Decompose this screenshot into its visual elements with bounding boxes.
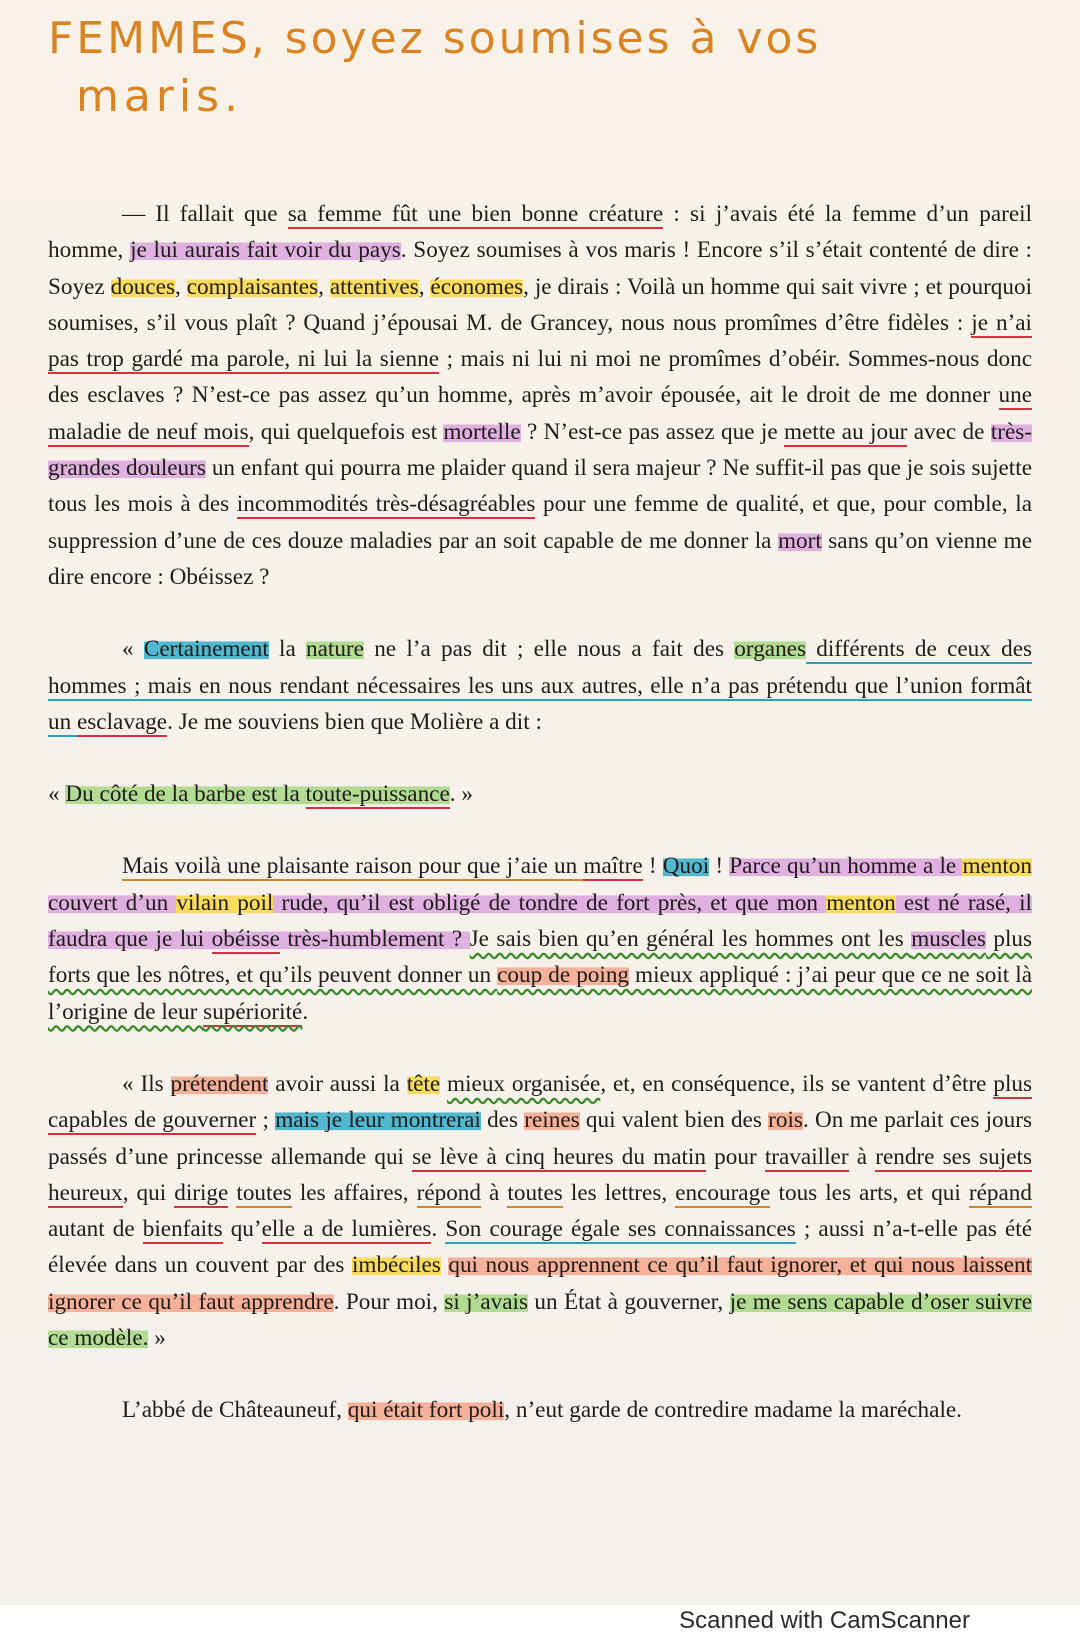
highlighted-phrase: vilain poil [176, 889, 274, 916]
underlined-word: répond [416, 1179, 481, 1206]
underlined-phrase: incommodités très-désagréables [236, 491, 536, 518]
text-run: les lettres, [562, 1179, 676, 1206]
underlined-phrase: se lève à cinq heures du matin [412, 1143, 706, 1170]
highlighted-word: obéisse [211, 926, 280, 953]
paragraph-1 [48, 196, 1032, 595]
text-run: , qui [122, 1179, 175, 1206]
highlighted-word: économes [430, 273, 524, 300]
highlighted-phrase: rude, qu’il est obligé de tondre de fort près, et que mon [273, 889, 827, 916]
text-run: , [175, 273, 187, 300]
underlined-word: toutes [507, 1179, 563, 1206]
highlighted-word: complaisantes [186, 273, 319, 300]
text-run: » [148, 1325, 166, 1352]
text-run: autant de [48, 1216, 143, 1243]
text-run: à [848, 1143, 876, 1170]
highlighted-word: mort [777, 527, 822, 554]
text-run: « [122, 636, 144, 663]
underlined-word: dirige [174, 1179, 229, 1206]
text-run: ! [642, 853, 663, 880]
text-run: « Ils [122, 1070, 171, 1097]
highlighted-word: muscles [911, 926, 986, 953]
text-run: — Il fallait que [122, 201, 288, 227]
text-run: qu’ [222, 1216, 262, 1243]
title-line-1: FEMMES, soyez soumises à vos [48, 13, 822, 64]
handwritten-title [48, 10, 1032, 126]
highlighted-phrase: Du côté de la barbe est la [65, 781, 306, 808]
text-run: pour [705, 1143, 765, 1170]
text-run: un enfant qui pourra me plaider quand il sera majeur ? Ne suffit-il pas que je sois sujette tous les mois à des [48, 455, 1032, 518]
highlighted-phrase: qui nous apprennent ce qu’il faut ignorer, et qui nous laissent ignorer ce qu’il faut apprendre [48, 1252, 1033, 1315]
text-run: sans qu’on vienne me dire encore : Obéissez ? [48, 527, 1033, 590]
highlighted-phrase: mais je leur montrerai [275, 1107, 481, 1134]
underlined-word: esclavage [76, 708, 168, 735]
text-run: . Je me souviens bien que Molière a dit : [167, 708, 542, 735]
text-run: un État à gouverner, [527, 1288, 730, 1315]
highlighted-phrase: qui était fort poli [347, 1397, 505, 1424]
text-run: . [302, 998, 309, 1025]
underlined-word: supériorité [203, 998, 303, 1025]
highlighted-phrase: couvert d’un [48, 889, 177, 916]
text-run: . [431, 1216, 446, 1243]
highlighted-phrase: je me sens capable d’oser suivre ce modèle. [48, 1288, 1032, 1352]
camscanner-watermark: Scanned with CamScanner [679, 1607, 970, 1634]
text-run: ! [709, 853, 730, 880]
wavy-underlined-phrase: mieux appliqué : j’ai peur que ce ne soit là l’origine de leur [48, 962, 1032, 1025]
paragraph-2 [48, 631, 1032, 740]
body-text [48, 196, 1032, 1429]
text-run: , qui quelquefois est [248, 418, 444, 445]
paragraph-4 [48, 848, 1032, 1029]
highlighted-word: douces [110, 273, 175, 300]
highlighted-word: prétendent [170, 1070, 269, 1097]
underlined-phrase: elle a de lumières [261, 1216, 432, 1243]
highlighted-word: mortelle [443, 418, 521, 445]
title-line-2: maris. [76, 71, 244, 122]
text-run: qui valent bien des [579, 1107, 769, 1134]
underlined-phrase: je n’ai pas trop gardé ma parole, ni lui la sienne [48, 309, 1032, 373]
highlighted-phrase: est né rasé, il faudra que je lui [48, 889, 1033, 953]
highlighted-word: menton [826, 889, 896, 916]
highlighted-word: Certainement [143, 636, 269, 663]
text-run: . Soyez soumises à vos maris ! Encore s’il s’était contenté de dire : Soyez [48, 237, 1032, 300]
text-run [440, 1071, 447, 1097]
highlighted-word: reines [524, 1107, 580, 1134]
underlined-word: répand [968, 1179, 1032, 1206]
underlined-phrase: Son courage égale ses connaissances [445, 1216, 796, 1243]
text-run: ? N’est-ce pas assez que je [520, 418, 784, 445]
text-run: . On me parlait ces jours passés d’une princesse allemande qui [48, 1107, 1032, 1170]
highlighted-word: organes [734, 636, 806, 663]
text-run: ; mais ni lui ni moi ne promîmes d’obéir. Sommes-nous donc des esclaves ? N’est-ce pas assez qu’un homme, après m’avoir épousée, ait le droit de me donner [48, 346, 1032, 409]
paragraph-6 [48, 1392, 1032, 1428]
underlined-phrase: rendre ses sujets heureux [48, 1143, 1032, 1206]
paragraph-5 [48, 1066, 1032, 1356]
underlined-word: bienfaits [142, 1216, 223, 1243]
underlined-phrase: plus capables de gouverner [48, 1070, 1033, 1134]
underlined-phrase: Mais voilà une plaisante raison pour que j’aie un [122, 853, 584, 880]
scanner-footer [0, 1605, 1080, 1640]
text-run: , [318, 273, 330, 300]
text-run: la [268, 636, 307, 663]
highlighted-phrase: je lui aurais fait voir du pays [130, 237, 401, 264]
underlined-word: toutes [236, 1179, 292, 1206]
text-run: L’abbé de Châteauneuf, [122, 1397, 348, 1424]
highlighted-phrase: si j’avais [444, 1288, 528, 1315]
wavy-underlined-phrase: mieux organisée [447, 1070, 601, 1097]
text-run: les affaires, [291, 1179, 417, 1206]
underlined-phrase: différents de ceux des hommes ; mais en nous rendant nécessaires les uns aux autres, elle n’a pas prétendu que l’union formât un [48, 636, 1033, 735]
underlined-word: travailler [764, 1143, 849, 1170]
text-run: à [481, 1179, 508, 1206]
text-run: . Pour moi, [333, 1288, 445, 1315]
highlighted-phrase: Parce qu’un homme a le [729, 853, 963, 880]
text-run: « [48, 781, 66, 808]
highlighted-phrase: très-humblement ? [279, 926, 470, 953]
highlighted-phrase: très-grandes douleurs [48, 418, 1032, 482]
text-run: , je dirais : Voilà un homme qui sait vivre ; et pourquoi soumises, s’il vous plaît ? Quand j’épousai M. de Grancey, nous nous promîmes d’être fidèles : [48, 273, 1033, 336]
text-run: , [418, 273, 431, 300]
highlighted-word: toute-puissance [305, 781, 450, 808]
underlined-word: maître [583, 853, 643, 880]
highlighted-word: Quoi [662, 853, 710, 880]
text-run: ; [256, 1107, 276, 1134]
underlined-phrase: mette au jour [783, 418, 908, 445]
wavy-underlined-phrase: plus forts que les nôtres, et qu’ils peuvent donner un [48, 926, 1033, 989]
text-run: , n’eut garde de contredire madame la maréchale. [504, 1397, 962, 1424]
text-run: des [480, 1107, 525, 1134]
highlighted-word: menton [962, 853, 1032, 880]
underlined-word: encourage [675, 1179, 771, 1206]
highlighted-word: rois [768, 1107, 803, 1134]
text-run: avec de [907, 418, 991, 445]
text-run: pour une femme de qualité, et que, pour comble, la suppression d’une de ces douze maladies par an soit capable de me donner la [48, 491, 1032, 554]
text-run: : si j’avais été la femme d’un pareil homme, [48, 201, 1033, 264]
text-run: avoir aussi la [268, 1070, 407, 1097]
wavy-underlined-phrase: Je sais bien qu’en général les hommes ont les [469, 926, 912, 953]
text-run: , et, en conséquence, ils se vantent d’être [600, 1070, 994, 1097]
highlighted-phrase: coup de poing [497, 962, 630, 989]
highlighted-word: tête [406, 1070, 441, 1097]
text-run: . » [449, 781, 473, 808]
text-run: ne l’a pas dit ; elle nous a fait des [363, 636, 735, 663]
underlined-phrase: sa femme fût une bien bonne créature [287, 201, 664, 227]
text-run: tous les arts, et qui [770, 1179, 969, 1206]
text-run: ; aussi n’a-t-elle pas été élevée dans un couvent par des [48, 1216, 1032, 1279]
highlighted-word: imbéciles [351, 1252, 441, 1279]
highlighted-word: nature [306, 636, 364, 663]
paragraph-3-quote [48, 776, 1032, 812]
highlighted-word: attentives [329, 273, 419, 300]
underlined-phrase: une maladie de neuf mois [48, 382, 1032, 445]
